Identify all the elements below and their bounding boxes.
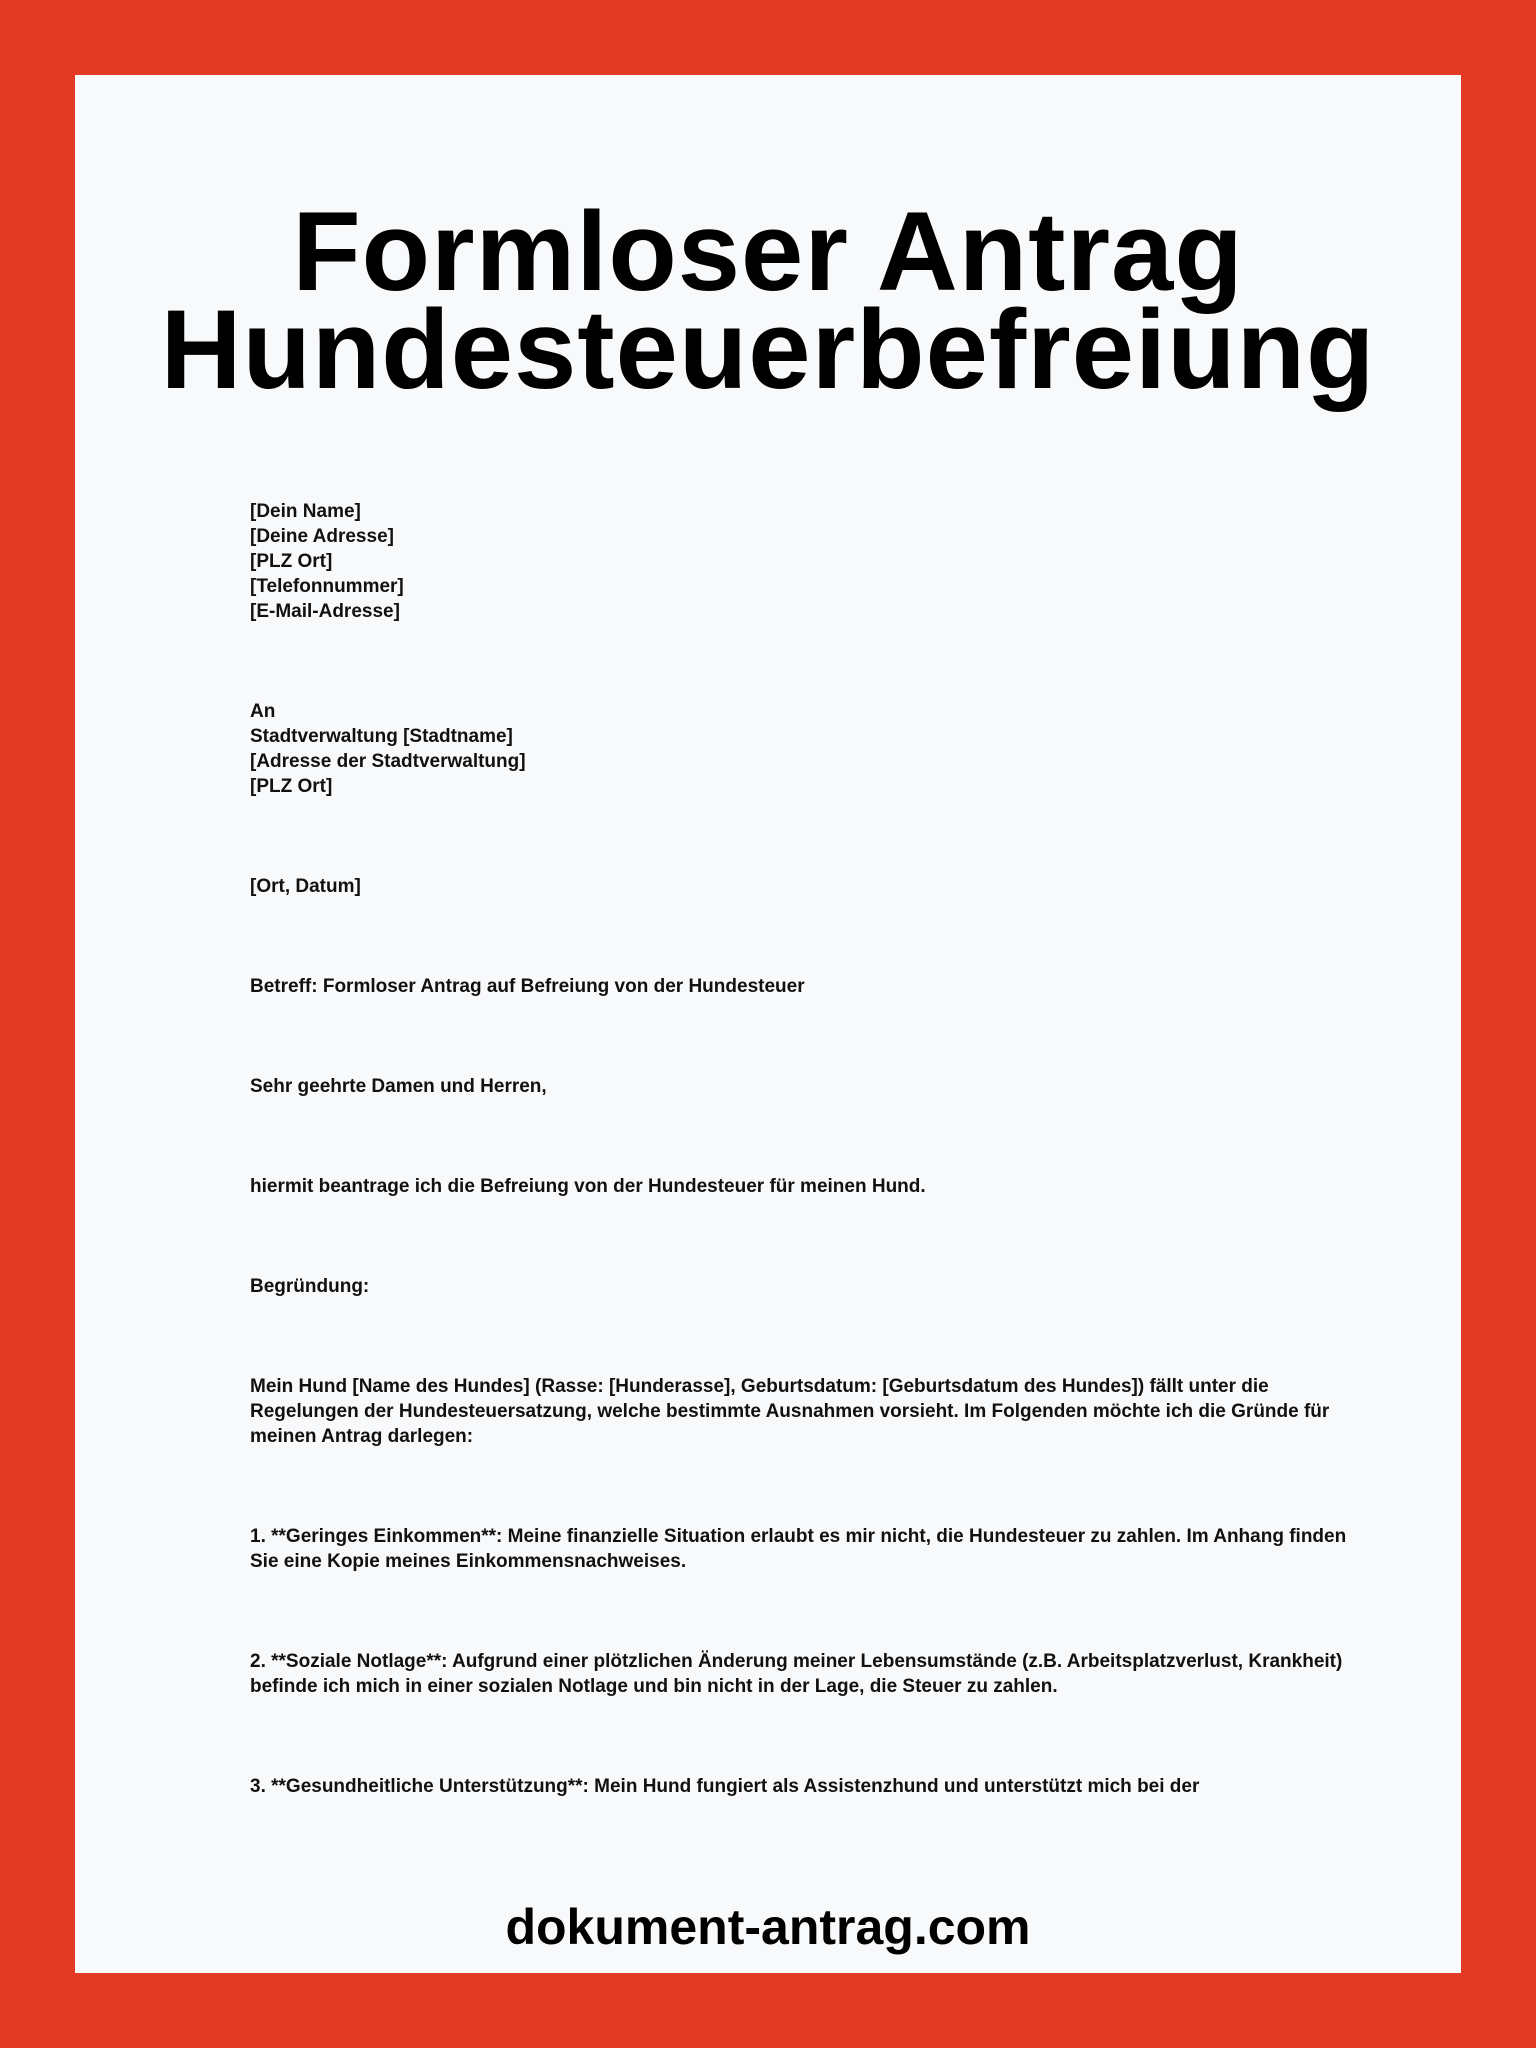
recipient-to: An bbox=[250, 701, 276, 722]
salutation: Sehr geehrte Damen und Herren, bbox=[250, 1076, 547, 1097]
sender-email: [E-Mail-Adresse] bbox=[250, 601, 400, 622]
title-line-2: Hundesteuerbefreiung bbox=[160, 287, 1376, 412]
letter-body bbox=[250, 499, 1350, 1799]
footer-website: dokument-antrag.com bbox=[505, 1899, 1031, 1955]
sender-phone: [Telefonnummer] bbox=[250, 576, 404, 597]
reason-paragraph: Mein Hund [Name des Hundes] (Rasse: [Hunderasse], Geburtsdatum: [Geburtsdatum des Hundes]) fällt unter die Regelungen der Hundesteuersatzung, welche bestimmte Ausnahmen vorsieht. Im Folgenden möchte ich die Gründe für meinen Antrag darlegen: bbox=[250, 1376, 1330, 1447]
sender-city: [PLZ Ort] bbox=[250, 551, 333, 572]
intro-paragraph: hiermit beantrage ich die Befreiung von der Hundesteuer für meinen Hund. bbox=[250, 1176, 926, 1197]
reason-heading: Begründung: bbox=[250, 1276, 370, 1297]
document-page bbox=[75, 75, 1461, 1973]
subject-line: Betreff: Formloser Antrag auf Befreiung von der Hundesteuer bbox=[250, 976, 805, 997]
sender-name: [Dein Name] bbox=[250, 501, 361, 522]
sender-address: [Deine Adresse] bbox=[250, 526, 394, 547]
document-title bbox=[75, 189, 1461, 412]
recipient-address-block bbox=[250, 699, 1350, 799]
recipient-city: [PLZ Ort] bbox=[250, 776, 333, 797]
reason-point-2: 2. **Soziale Notlage**: Aufgrund einer plötzlichen Änderung meiner Lebensumstände (z.B. Arbeitsplatzverlust, Krankheit) befinde ich mich in einer sozialen Notlage und bin nicht in der Lage, die Steuer zu zahlen. bbox=[250, 1651, 1343, 1697]
sender-address-block bbox=[250, 499, 1350, 624]
title-line-1: Formloser Antrag bbox=[292, 189, 1244, 314]
recipient-address: [Adresse der Stadtverwaltung] bbox=[250, 751, 526, 772]
recipient-office: Stadtverwaltung [Stadtname] bbox=[250, 726, 513, 747]
reason-point-1: 1. **Geringes Einkommen**: Meine finanzielle Situation erlaubt es mir nicht, die Hundesteuer zu zahlen. Im Anhang finden Sie eine Kopie meines Einkommensnachweises. bbox=[250, 1526, 1347, 1572]
place-date: [Ort, Datum] bbox=[250, 876, 361, 897]
reason-point-3: 3. **Gesundheitliche Unterstützung**: Mein Hund fungiert als Assistenzhund und unterstützt mich bei der bbox=[250, 1776, 1200, 1797]
